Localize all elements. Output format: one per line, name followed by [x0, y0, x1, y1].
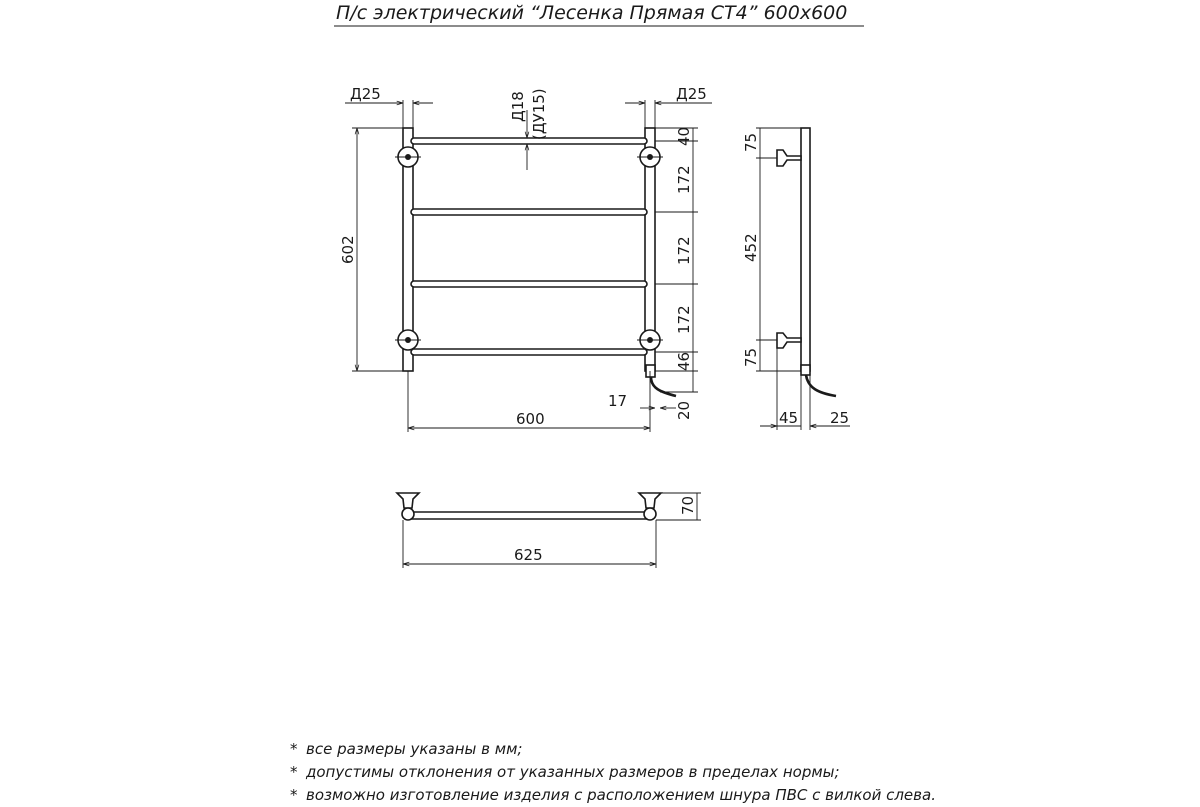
side-heater-box [801, 365, 810, 375]
note-text: допустимы отклонения от указанных размеров в пределах нормы; [306, 763, 840, 781]
note-3 [290, 784, 1170, 807]
top-view [397, 493, 661, 520]
note-marker: * [290, 740, 298, 758]
spacing-dim-4: 172 [675, 305, 693, 334]
side-top-offset-dim: 75 [742, 132, 760, 152]
note-text: все размеры указаны в мм; [306, 740, 523, 758]
top-width-dim: 625 [514, 546, 543, 564]
side-view [777, 128, 836, 396]
top-depth-dim: 70 [679, 495, 697, 515]
crossbar-3 [411, 281, 647, 287]
side-depth-dim: 45 [779, 409, 799, 427]
notes-block [290, 738, 1170, 807]
crossbar-2 [411, 209, 647, 215]
mount-flange-bottom-left [395, 330, 421, 350]
side-pipe [801, 128, 810, 371]
crossbar-sub-dim: (ДУ15) [530, 88, 548, 140]
note-marker: * [290, 786, 298, 804]
side-bracket-top [777, 150, 801, 166]
crossbar-dim: Д18 [509, 91, 527, 122]
spacing-dim-2: 172 [675, 165, 693, 194]
pipe-left-dim: Д25 [350, 85, 381, 103]
heater-box [646, 365, 655, 377]
width-dim: 600 [516, 410, 545, 428]
spacing-dim-1: 40 [675, 126, 693, 146]
side-power-cable [806, 375, 836, 396]
crossbar-4 [411, 349, 647, 355]
side-dimensions [742, 128, 850, 430]
note-marker: * [290, 763, 298, 781]
cable-offset-dim: 17 [608, 392, 628, 410]
note-1 [290, 738, 1170, 761]
side-pipe-dim: 25 [830, 409, 850, 427]
side-bottom-offset-dim: 75 [742, 347, 760, 367]
top-crossbar [406, 512, 654, 519]
spacing-dim-5: 46 [675, 351, 693, 371]
drawing-title: П/с электрический “Лесенка Прямая СТ4” 600х600 [336, 2, 848, 24]
pipe-right-dim: Д25 [676, 85, 707, 103]
mount-flange-top-left [395, 147, 421, 167]
note-text: возможно изготовление изделия с расположением шнура ПВС с вилкой слева. [306, 786, 936, 804]
note-2 [290, 761, 1170, 784]
front-dimensions [339, 85, 712, 432]
mount-flange-bottom-right [637, 330, 663, 350]
spacing-dim-6: 20 [675, 400, 693, 420]
height-dim: 602 [339, 235, 357, 264]
side-bracket-bottom [777, 333, 801, 348]
side-mount-spacing-dim: 452 [742, 233, 760, 262]
power-cable [651, 377, 676, 396]
spacing-dim-3: 172 [675, 236, 693, 265]
crossbar-1 [411, 138, 647, 144]
mount-flange-top-right [637, 147, 663, 167]
front-view [395, 128, 676, 396]
top-dimensions [403, 493, 701, 568]
